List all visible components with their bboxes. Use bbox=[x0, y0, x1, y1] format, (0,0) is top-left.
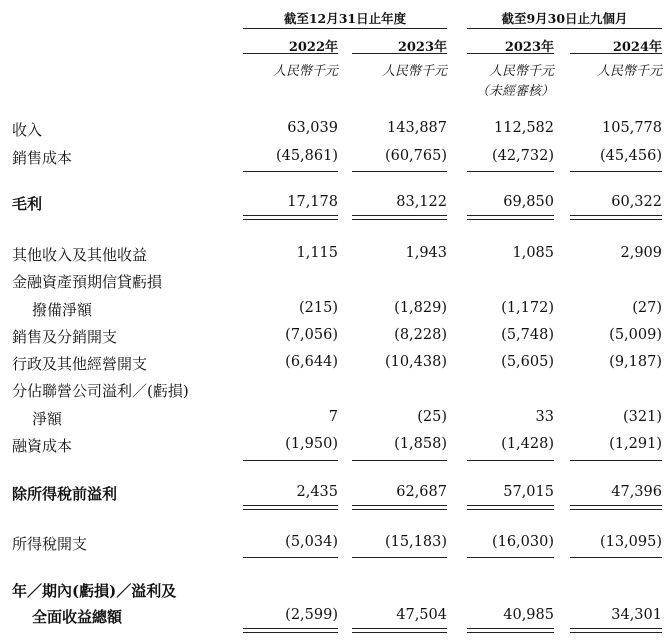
cell-pbt-2022: 2,435 bbox=[296, 484, 338, 500]
cell-revenue-2022: 63,039 bbox=[287, 120, 338, 136]
total-double-rule bbox=[467, 628, 554, 633]
row-label-other-income: 其他收入及其他收益 bbox=[12, 246, 148, 264]
cell-total-2022: (2,599) bbox=[285, 607, 338, 623]
cell-selling-2023-9m: (5,748) bbox=[501, 327, 554, 343]
row-label-total-comprehensive-continued: 全面收益總額 bbox=[32, 608, 123, 626]
subtotal-rule bbox=[570, 171, 662, 172]
cell-gross-2024-9m: 60,322 bbox=[611, 194, 662, 210]
row-label-revenue: 收入 bbox=[12, 121, 43, 139]
row-label-cost-of-sales: 銷售成本 bbox=[12, 149, 73, 167]
cell-finance-2022: (1,950) bbox=[285, 436, 338, 452]
cell-associates-2023-9m: 33 bbox=[535, 409, 554, 425]
header-group-a-underline bbox=[243, 28, 447, 29]
cell-total-2023-9m: 40,985 bbox=[503, 607, 554, 623]
cell-gross-2023-9m: 69,850 bbox=[503, 194, 554, 210]
cell-ecl-2023: (1,829) bbox=[394, 300, 447, 316]
row-label-ecl: 金融資產預期信貸虧損 bbox=[12, 273, 163, 291]
year-underline-4 bbox=[570, 53, 662, 54]
cell-total-2024-9m: 34,301 bbox=[611, 607, 662, 623]
unit-label-4: 人民幣千元 bbox=[596, 64, 662, 79]
header-group-b-underline bbox=[467, 28, 662, 29]
subtotal-rule bbox=[570, 460, 662, 461]
row-label-selling: 銷售及分銷開支 bbox=[12, 328, 118, 346]
cell-other-income-2023: 1,943 bbox=[405, 245, 447, 261]
cell-tax-2023: (15,183) bbox=[384, 534, 447, 550]
row-label-associates: 分佔聯營公司溢利／(虧損) bbox=[12, 382, 189, 400]
cell-cost-2023-9m: (42,732) bbox=[491, 148, 554, 164]
row-label-total-comprehensive: 年／期內(虧損)／溢利及 bbox=[12, 582, 177, 600]
total-double-rule bbox=[570, 505, 662, 510]
cell-ecl-2024-9m: (27) bbox=[632, 300, 662, 316]
subtotal-rule bbox=[243, 557, 338, 558]
total-double-rule bbox=[243, 215, 338, 220]
header-group-year-ended: 截至12月31日止年度 bbox=[283, 11, 407, 26]
cell-revenue-2023: 143,887 bbox=[387, 120, 447, 136]
total-double-rule bbox=[352, 215, 447, 220]
row-label-profit-before-tax: 除所得稅前溢利 bbox=[12, 485, 118, 503]
cell-associates-2024-9m: (321) bbox=[623, 409, 662, 425]
row-label-associates-continued: 淨額 bbox=[32, 410, 63, 428]
total-double-rule bbox=[243, 628, 338, 633]
subtotal-rule bbox=[352, 460, 447, 461]
cell-tax-2022: (5,034) bbox=[285, 534, 338, 550]
cell-other-income-2023-9m: 1,085 bbox=[512, 245, 554, 261]
subtotal-rule bbox=[467, 171, 554, 172]
cell-admin-2022: (6,644) bbox=[285, 354, 338, 370]
cell-cost-2022: (45,861) bbox=[275, 148, 338, 164]
cell-pbt-2023: 62,687 bbox=[396, 484, 447, 500]
cell-associates-2023: (25) bbox=[417, 409, 447, 425]
subtotal-rule bbox=[467, 557, 554, 558]
cell-finance-2023-9m: (1,428) bbox=[501, 436, 554, 452]
year-header-2023: 2023年 bbox=[397, 40, 447, 55]
cell-selling-2022: (7,056) bbox=[285, 327, 338, 343]
cell-other-income-2024-9m: 2,909 bbox=[620, 245, 662, 261]
cell-cost-2024-9m: (45,456) bbox=[599, 148, 662, 164]
total-double-rule bbox=[243, 505, 338, 510]
cell-finance-2023: (1,858) bbox=[394, 436, 447, 452]
year-underline-2 bbox=[352, 53, 447, 54]
subtotal-rule bbox=[352, 557, 447, 558]
total-double-rule bbox=[467, 215, 554, 220]
subtotal-rule bbox=[243, 171, 338, 172]
cell-gross-2023: 83,122 bbox=[396, 194, 447, 210]
cell-total-2023: 47,504 bbox=[396, 607, 447, 623]
year-header-2022: 2022年 bbox=[288, 40, 338, 55]
total-double-rule bbox=[467, 505, 554, 510]
row-label-admin: 行政及其他經營開支 bbox=[12, 355, 148, 373]
cell-tax-2024-9m: (13,095) bbox=[599, 534, 662, 550]
subtotal-rule bbox=[467, 460, 554, 461]
cell-revenue-2024-9m: 105,778 bbox=[602, 120, 662, 136]
subtotal-rule bbox=[243, 460, 338, 461]
cell-ecl-2022: (215) bbox=[299, 300, 338, 316]
cell-admin-2023: (10,438) bbox=[384, 354, 447, 370]
unaudited-label: （未經審核） bbox=[475, 84, 554, 99]
row-label-gross-profit: 毛利 bbox=[12, 195, 43, 213]
cell-selling-2024-9m: (5,009) bbox=[609, 327, 662, 343]
subtotal-rule bbox=[352, 171, 447, 172]
subtotal-rule bbox=[570, 557, 662, 558]
row-label-ecl-continued: 撥備淨額 bbox=[32, 301, 93, 319]
year-underline-3 bbox=[467, 53, 554, 54]
year-header-2024: 2024年 bbox=[612, 40, 662, 55]
unit-label-1: 人民幣千元 bbox=[272, 64, 338, 79]
unit-label-3: 人民幣千元 bbox=[488, 64, 554, 79]
year-underline-1 bbox=[243, 53, 338, 54]
unit-label-2: 人民幣千元 bbox=[381, 64, 447, 79]
cell-selling-2023: (8,228) bbox=[394, 327, 447, 343]
cell-admin-2023-9m: (5,605) bbox=[501, 354, 554, 370]
cell-tax-2023-9m: (16,030) bbox=[491, 534, 554, 550]
total-double-rule bbox=[352, 628, 447, 633]
cell-associates-2022: 7 bbox=[328, 409, 338, 425]
header-group-nine-months: 截至9月30日止九個月 bbox=[501, 11, 628, 26]
total-double-rule bbox=[570, 215, 662, 220]
total-double-rule bbox=[352, 505, 447, 510]
row-label-finance-costs: 融資成本 bbox=[12, 437, 73, 455]
cell-other-income-2022: 1,115 bbox=[296, 245, 338, 261]
cell-ecl-2023-9m: (1,172) bbox=[501, 300, 554, 316]
cell-gross-2022: 17,178 bbox=[287, 194, 338, 210]
cell-cost-2023: (60,765) bbox=[384, 148, 447, 164]
row-label-income-tax: 所得稅開支 bbox=[12, 535, 88, 553]
cell-revenue-2023-9m: 112,582 bbox=[494, 120, 554, 136]
cell-pbt-2023-9m: 57,015 bbox=[503, 484, 554, 500]
total-double-rule bbox=[570, 628, 662, 633]
cell-finance-2024-9m: (1,291) bbox=[609, 436, 662, 452]
cell-admin-2024-9m: (9,187) bbox=[609, 354, 662, 370]
cell-pbt-2024-9m: 47,396 bbox=[611, 484, 662, 500]
year-header-2023-interim: 2023年 bbox=[504, 40, 554, 55]
